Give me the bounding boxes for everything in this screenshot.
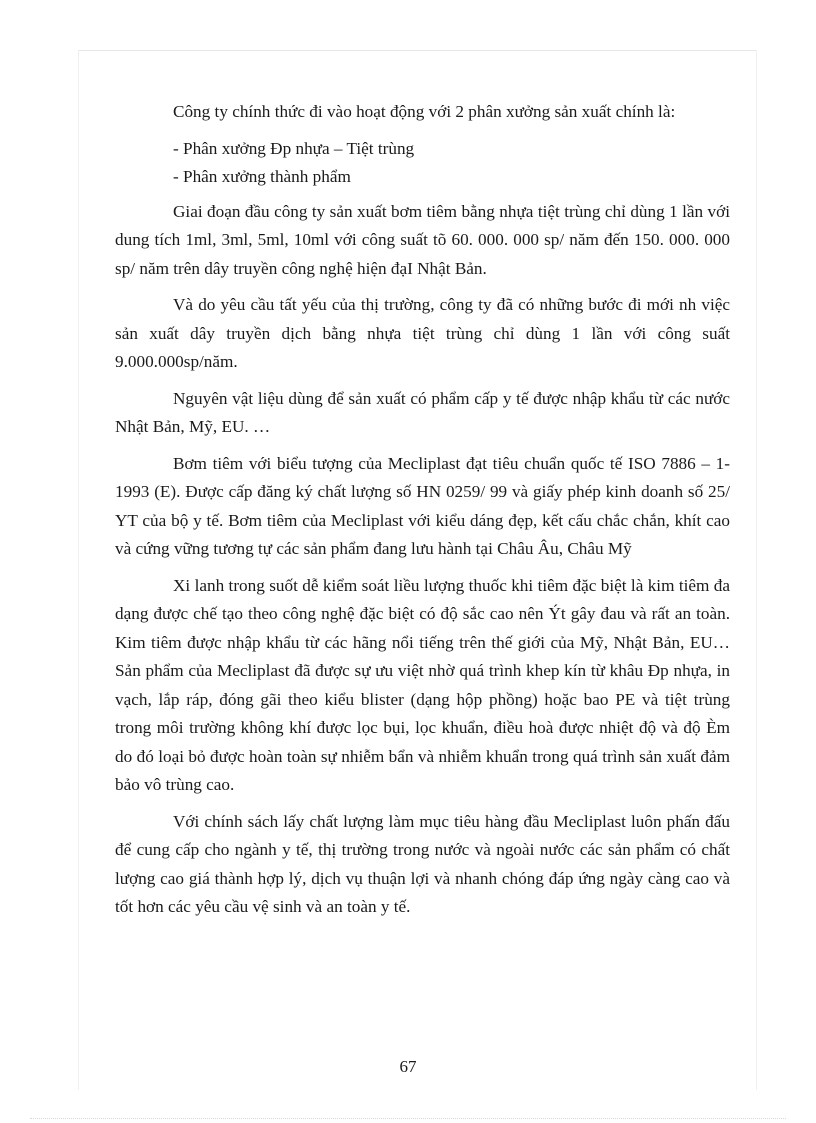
paragraph-materials: Nguyên vật liệu dùng để sản xuất có phẩm cấp y tế được nhập khẩu từ các nước Nhật Bản, Mỹ, EU. …	[115, 388, 730, 436]
footer-divider	[30, 1118, 786, 1119]
intro-paragraph: Công ty chính thức đi vào hoạt động với 2 phân xưởng sản xuất chính là:	[173, 102, 676, 121]
paragraph-syringe-quality: Xi lanh trong suốt dễ kiểm soát liều lượng thuốc khi tiêm đặc biệt là kim tiêm đa dạng được chế tạo theo công nghệ đặc biệt có độ sắc cao nên Ýt gây đau và rất an toàn. Kim tiêm được nhập khẩu từ các hãng nổi tiếng trên thế giới của Mỹ, Nhật Bản, EU…Sản phẩm của Mecliplast đã được sự ưu việt nhờ quá trình khep kín từ khâu Đp nhựa, in vạch, lắp ráp, đóng gãi theo kiểu blister (dạng hộp phồng) hoặc bao PE và tiệt trùng trong môi trường không khí được lọc bụi, lọc khuẩn, điều hoà được nhiệt độ và độ Èm do đó loại bỏ được hoàn toàn sự nhiễm bẩn và nhiễm khuẩn trong quá trình sản xuất đảm bảo vô trùng cao.	[115, 575, 730, 794]
workshop-item: - Phân xưởng thành phẩm	[173, 167, 351, 186]
paragraph-production-start: Giai đoạn đầu công ty sản xuất bơm tiêm bằng nhựa tiệt trùng chỉ dùng 1 lần với dung tích 1ml, 3ml, 5ml, 10ml với công suất tõ 60. 000. 000 sp/ năm đến 150. 000. 000 sp/ năm trên dây truyền công nghệ hiện đạI Nhật Bản.	[115, 201, 730, 278]
workshop-item: - Phân xưởng Đp nhựa – Tiệt trùng	[173, 138, 415, 158]
page-number: 67	[399, 1057, 417, 1076]
paragraph-iso-standard: Bơm tiêm với biểu tượng của Mecliplast đạt tiêu chuẩn quốc tế ISO 7886 – 1- 1993 (E). Được cấp đăng ký chất lượng số HN 0259/ 99 và giấy phép kinh doanh số 25/ YT của bộ y tế. Bơm tiêm của Mecliplast với kiểu dáng đẹp, kết cấu chắc chắn, khít cao và cứng vững tương tự các sản phẩm đang lưu hành tại Châu Âu, Châu Mỹ	[115, 453, 730, 558]
paragraph-new-steps: Và do yêu cầu tất yếu của thị trường, công ty đã có những bước đi mới nh việc sản xuất dây truyền dịch bằng nhựa tiệt trùng chỉ dùng 1 lần với công suất 9.000.000sp/năm.	[115, 295, 730, 371]
document-body	[115, 98, 730, 930]
workshop-list	[115, 135, 730, 192]
paragraph-quality-policy: Với chính sách lấy chất lượng làm mục tiêu hàng đầu Mecliplast luôn phấn đấu để cung cấp cho ngành y tế, thị trường trong nước và ngoài nước các sản phẩm có chất lượng cao giá thành hợp lý, dịch vụ thuận lợi và nhanh chóng đáp ứng ngày càng cao và tốt hơn các yêu cầu vệ sinh và an toàn y tế.	[115, 811, 730, 916]
